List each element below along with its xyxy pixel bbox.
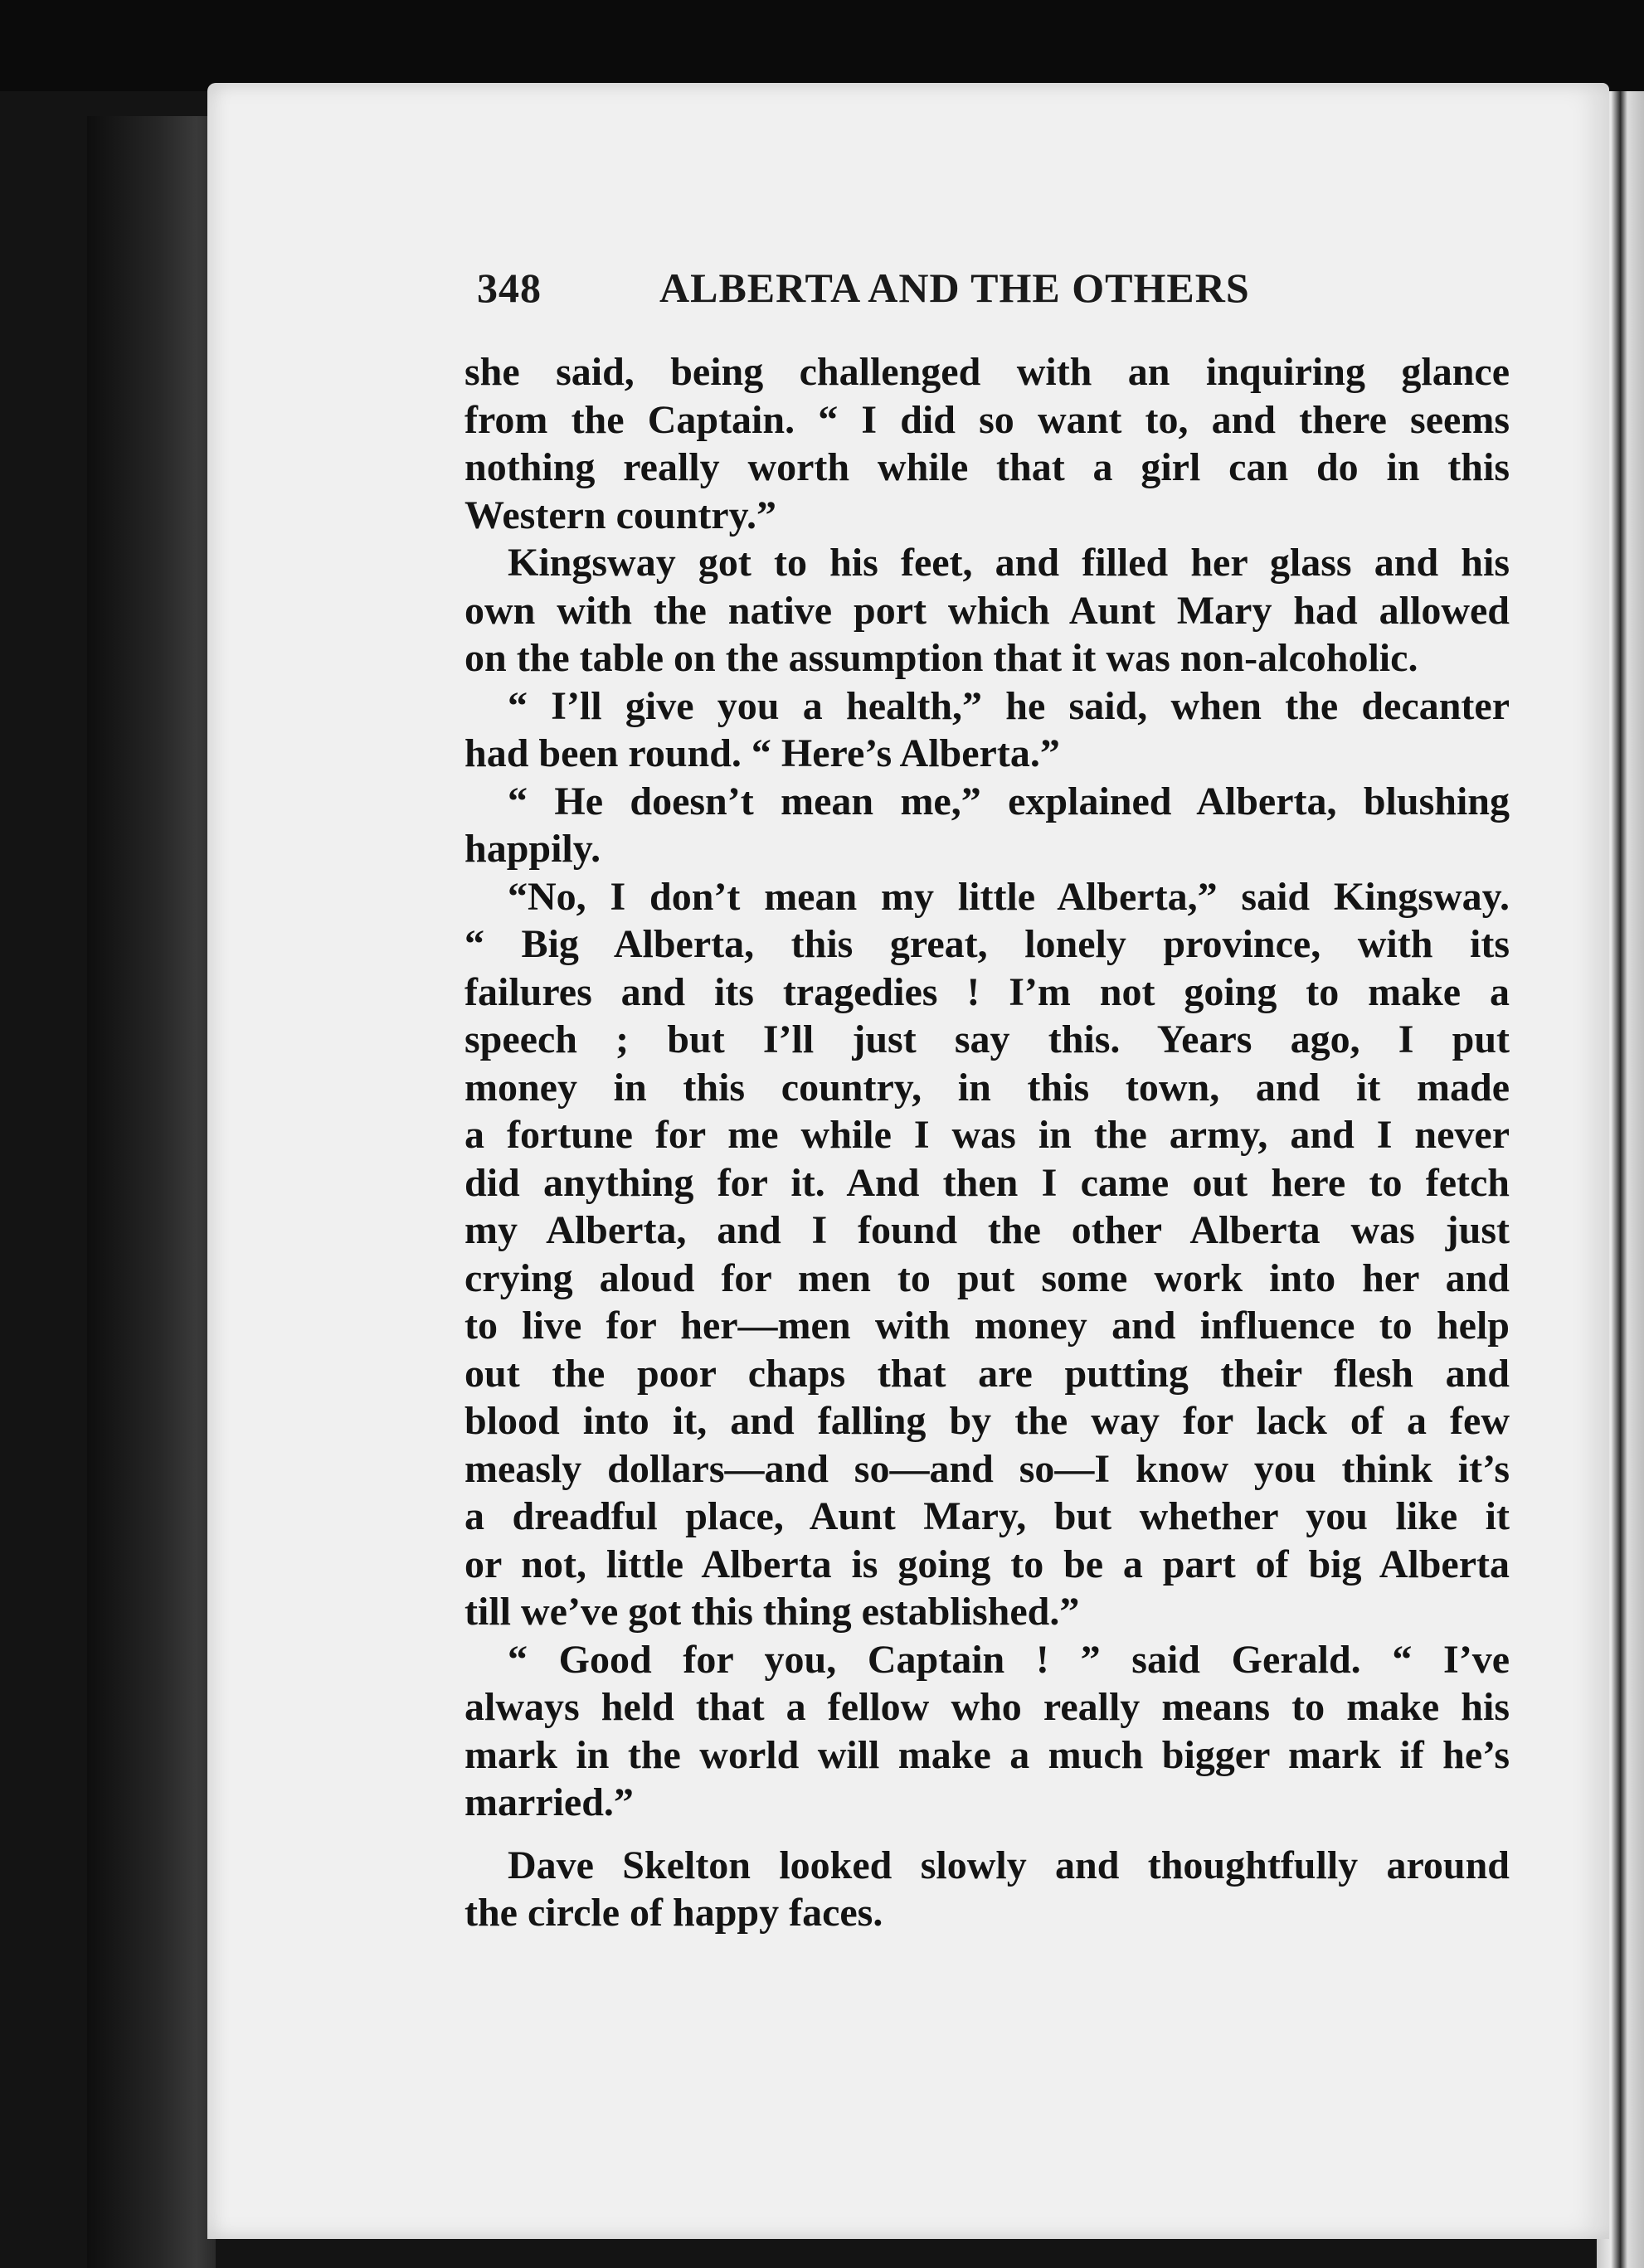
text-line: Dave Skelton looked slowly and thoughtfully around [508,1843,1510,1887]
text-line: “ I’ll give you a health,” he said, when the decanter [508,683,1510,728]
text-line: always held that a fellow who really means to make his [465,1685,1510,1729]
text-line: measly dollars—and so—and so—I know you think it’s [465,1446,1510,1491]
text-line: had been round. “ Here’s Alberta.” [465,731,1060,775]
text-line: Kingsway got to his feet, and filled her glass and his [508,541,1510,585]
text-line: own with the native port which Aunt Mary had allowed [465,588,1510,633]
text-line: blood into it, and falling by the way for lack of a few [465,1399,1510,1443]
text-line: speech ; but I’ll just say this. Years ago, I put [465,1017,1510,1061]
text-line: to live for her—men with money and influence to help [465,1304,1510,1348]
text-line: mark in the world will make a much bigger mark if he’s [465,1732,1510,1777]
text-line: from the Captain. “ I did so want to, and there seems [465,397,1510,442]
text-line: a fortune for me while I was in the army, and I never [465,1113,1510,1157]
text-line: crying aloud for men to put some work into her and [465,1255,1510,1300]
paragraph-gap [465,1827,1510,1842]
text-line: “ He doesn’t mean me,” explained Alberta, blushing [508,779,1510,823]
text-line: Western country.” [465,493,776,537]
text-line: till we’ve got this thing established.” [465,1590,1080,1634]
page-number: 348 [477,265,542,311]
text-line: failures and its tragedies ! I’m not going to make a [465,969,1510,1014]
text-line: did anything for it. And then I came out here to fetch [465,1160,1510,1205]
text-line: a dreadful place, Aunt Mary, but whether you like it [465,1494,1510,1538]
text-line: the circle of happy faces. [465,1891,883,1935]
text-line: married.” [465,1780,634,1824]
body-text [465,348,1510,1937]
text-line: or not, little Alberta is going to be a part of big Alberta [465,1542,1510,1586]
text-line: my Alberta, and I found the other Alberta was just [465,1208,1510,1252]
text-line: “ Big Alberta, this great, lonely province, with its [465,922,1510,966]
text-line: “No, I don’t mean my little Alberta,” said Kingsway. [508,874,1510,919]
text-line: she said, being challenged with an inquiring glance [465,350,1510,394]
text-line: happily. [465,827,601,871]
book-spine-edge [87,116,216,2268]
text-line: nothing really worth while that a girl can do in this [465,445,1510,489]
scan-background-top [0,0,1644,91]
text-line: on the table on the assumption that it was non-alcoholic. [465,636,1418,680]
running-head-title: ALBERTA AND THE OTHERS [659,265,1250,311]
text-line: out the poor chaps that are putting their flesh and [465,1351,1510,1396]
text-line: “ Good for you, Captain ! ” said Gerald. “ I’ve [508,1637,1510,1682]
running-head [477,264,1356,313]
text-line: money in this country, in this town, and it made [465,1065,1510,1110]
